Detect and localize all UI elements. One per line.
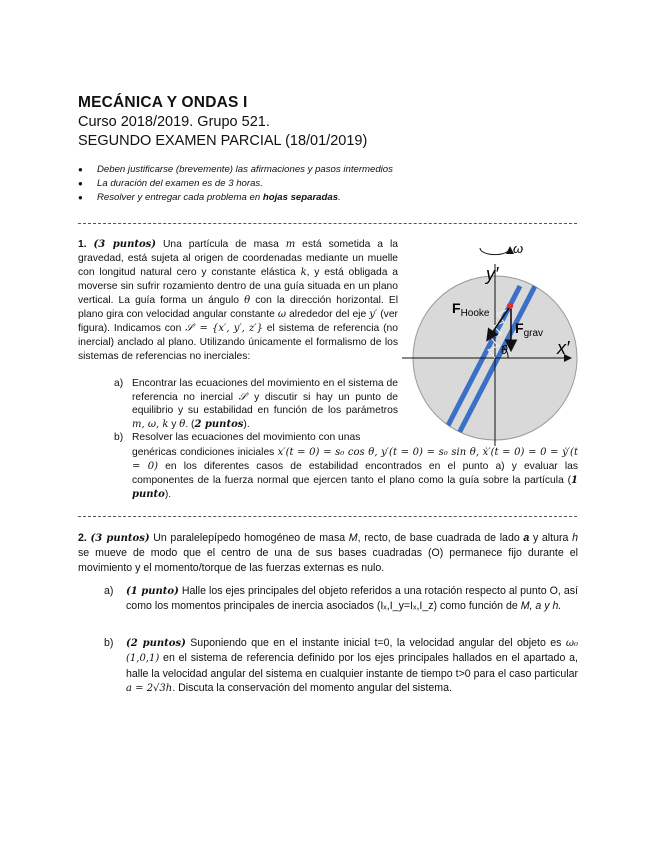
bullet-icon: ● bbox=[78, 193, 83, 202]
instruction-item: ● Resolver y entregar cada problema en hojas separadas. bbox=[78, 192, 341, 203]
problem1-part-a: a) Encontrar las ecuaciones del movimiento en el sistema de referencia no inercial 𝒮′ y discutir si hay un punto de equilibrio y su estabilidad en función de los parámetros m, ω, k y θ. (2 puntos). bbox=[114, 378, 398, 430]
instructions-list bbox=[78, 163, 498, 205]
exam-title: MECÁNICA Y ONDAS I bbox=[78, 94, 248, 111]
particle bbox=[507, 303, 513, 309]
hooke-force-label: $F_{Hooke}$ bbox=[452, 300, 490, 319]
problem1-part-b: genéricas condiciones iniciales x′(t = 0) = s₀ cos θ, y′(t = 0) = s₀ sin θ, ẋ′(t = 0) = 0 = ẏ′(t = 0) en los diferentes casos de estabilidad encontrados en el punto a) y evaluar las componentes de la fuerza normal que ejercen tanto el plano como la guía sobre la partícula (1 punto). bbox=[132, 447, 578, 500]
problem2-part-b: b) (2 puntos) Suponiendo que en el instante inicial t=0, la velocidad angular del objeto es ω₀ (1,0,1) en el sistema de referencia definido por los ejes principales hallados en el apartado a, halle la velocidad angular del sistema en cualquier instante de tiempo t>0 para el caso particular a = 2√3h. Discuta la conservación del momento angular del sistema. bbox=[104, 637, 579, 695]
course-line: Curso 2018/2019. Grupo 521. bbox=[78, 114, 270, 130]
gravity-force-label: $F_{grav}$ bbox=[515, 320, 544, 339]
x-axis-label: x′ bbox=[557, 338, 570, 358]
instruction-item: ● La duración del examen es de 3 horas. bbox=[78, 178, 263, 189]
problem2-statement: 2. (3 puntos) Un paralelepípedo homogéneo de masa M, recto, de base cuadrada de lado a y altura h se mueve de modo que el centro de una de sus bases cuadradas (O) permanece fijo durante el movimiento y el momento/torque de las fuerzas externas es nulo. bbox=[78, 532, 578, 574]
divider bbox=[78, 516, 577, 517]
omega-label: ω bbox=[513, 241, 524, 256]
rotating-guide-figure bbox=[400, 236, 590, 451]
theta-label: θ bbox=[501, 343, 508, 357]
bullet-icon: ● bbox=[78, 165, 83, 174]
y-axis-label: y′ bbox=[486, 264, 499, 284]
problem1-parts bbox=[114, 377, 398, 445]
problem1-statement: 1. (3 puntos) Una partícula de masa m está sometida a la gravedad, está sujeta al origen de coordenadas mediante un muelle con longitud natural cero y constante elástica k, y está obligada a moverse sin sufrir rozamiento dentro de una guía situada en un plano vertical. La guía forma un ángulo θ con la dirección horizontal. El plano gira con velocidad angular constante ω alrededor del eje y′ (ver figura). Indicamos con 𝒮′ = {x′, y′, z′} el sistema de referencia (no inercial) anclado al plano. Utilizando únicamente el formalismo de los sistemas de referencias no inerciales: bbox=[78, 239, 398, 362]
problem1-part-b-first-line: b) Resolver las ecuaciones del movimiento con unas bbox=[114, 432, 361, 444]
bullet-icon: ● bbox=[78, 179, 83, 188]
exam-line: SEGUNDO EXAMEN PARCIAL (18/01/2019) bbox=[78, 133, 368, 149]
rotation-arrow-icon bbox=[480, 248, 510, 255]
instruction-item: ● Deben justificarse (brevemente) las afirmaciones y pasos intermedios bbox=[78, 164, 393, 175]
problem2-part-a: a) (1 punto) Halle los ejes principales del objeto referidos a una rotación respecto al punto O, así como los momentos principales de inercia asociados (Iₓ,I_y=Iₓ,I_z) como función de M, a y h. bbox=[104, 585, 578, 613]
divider bbox=[78, 223, 577, 224]
